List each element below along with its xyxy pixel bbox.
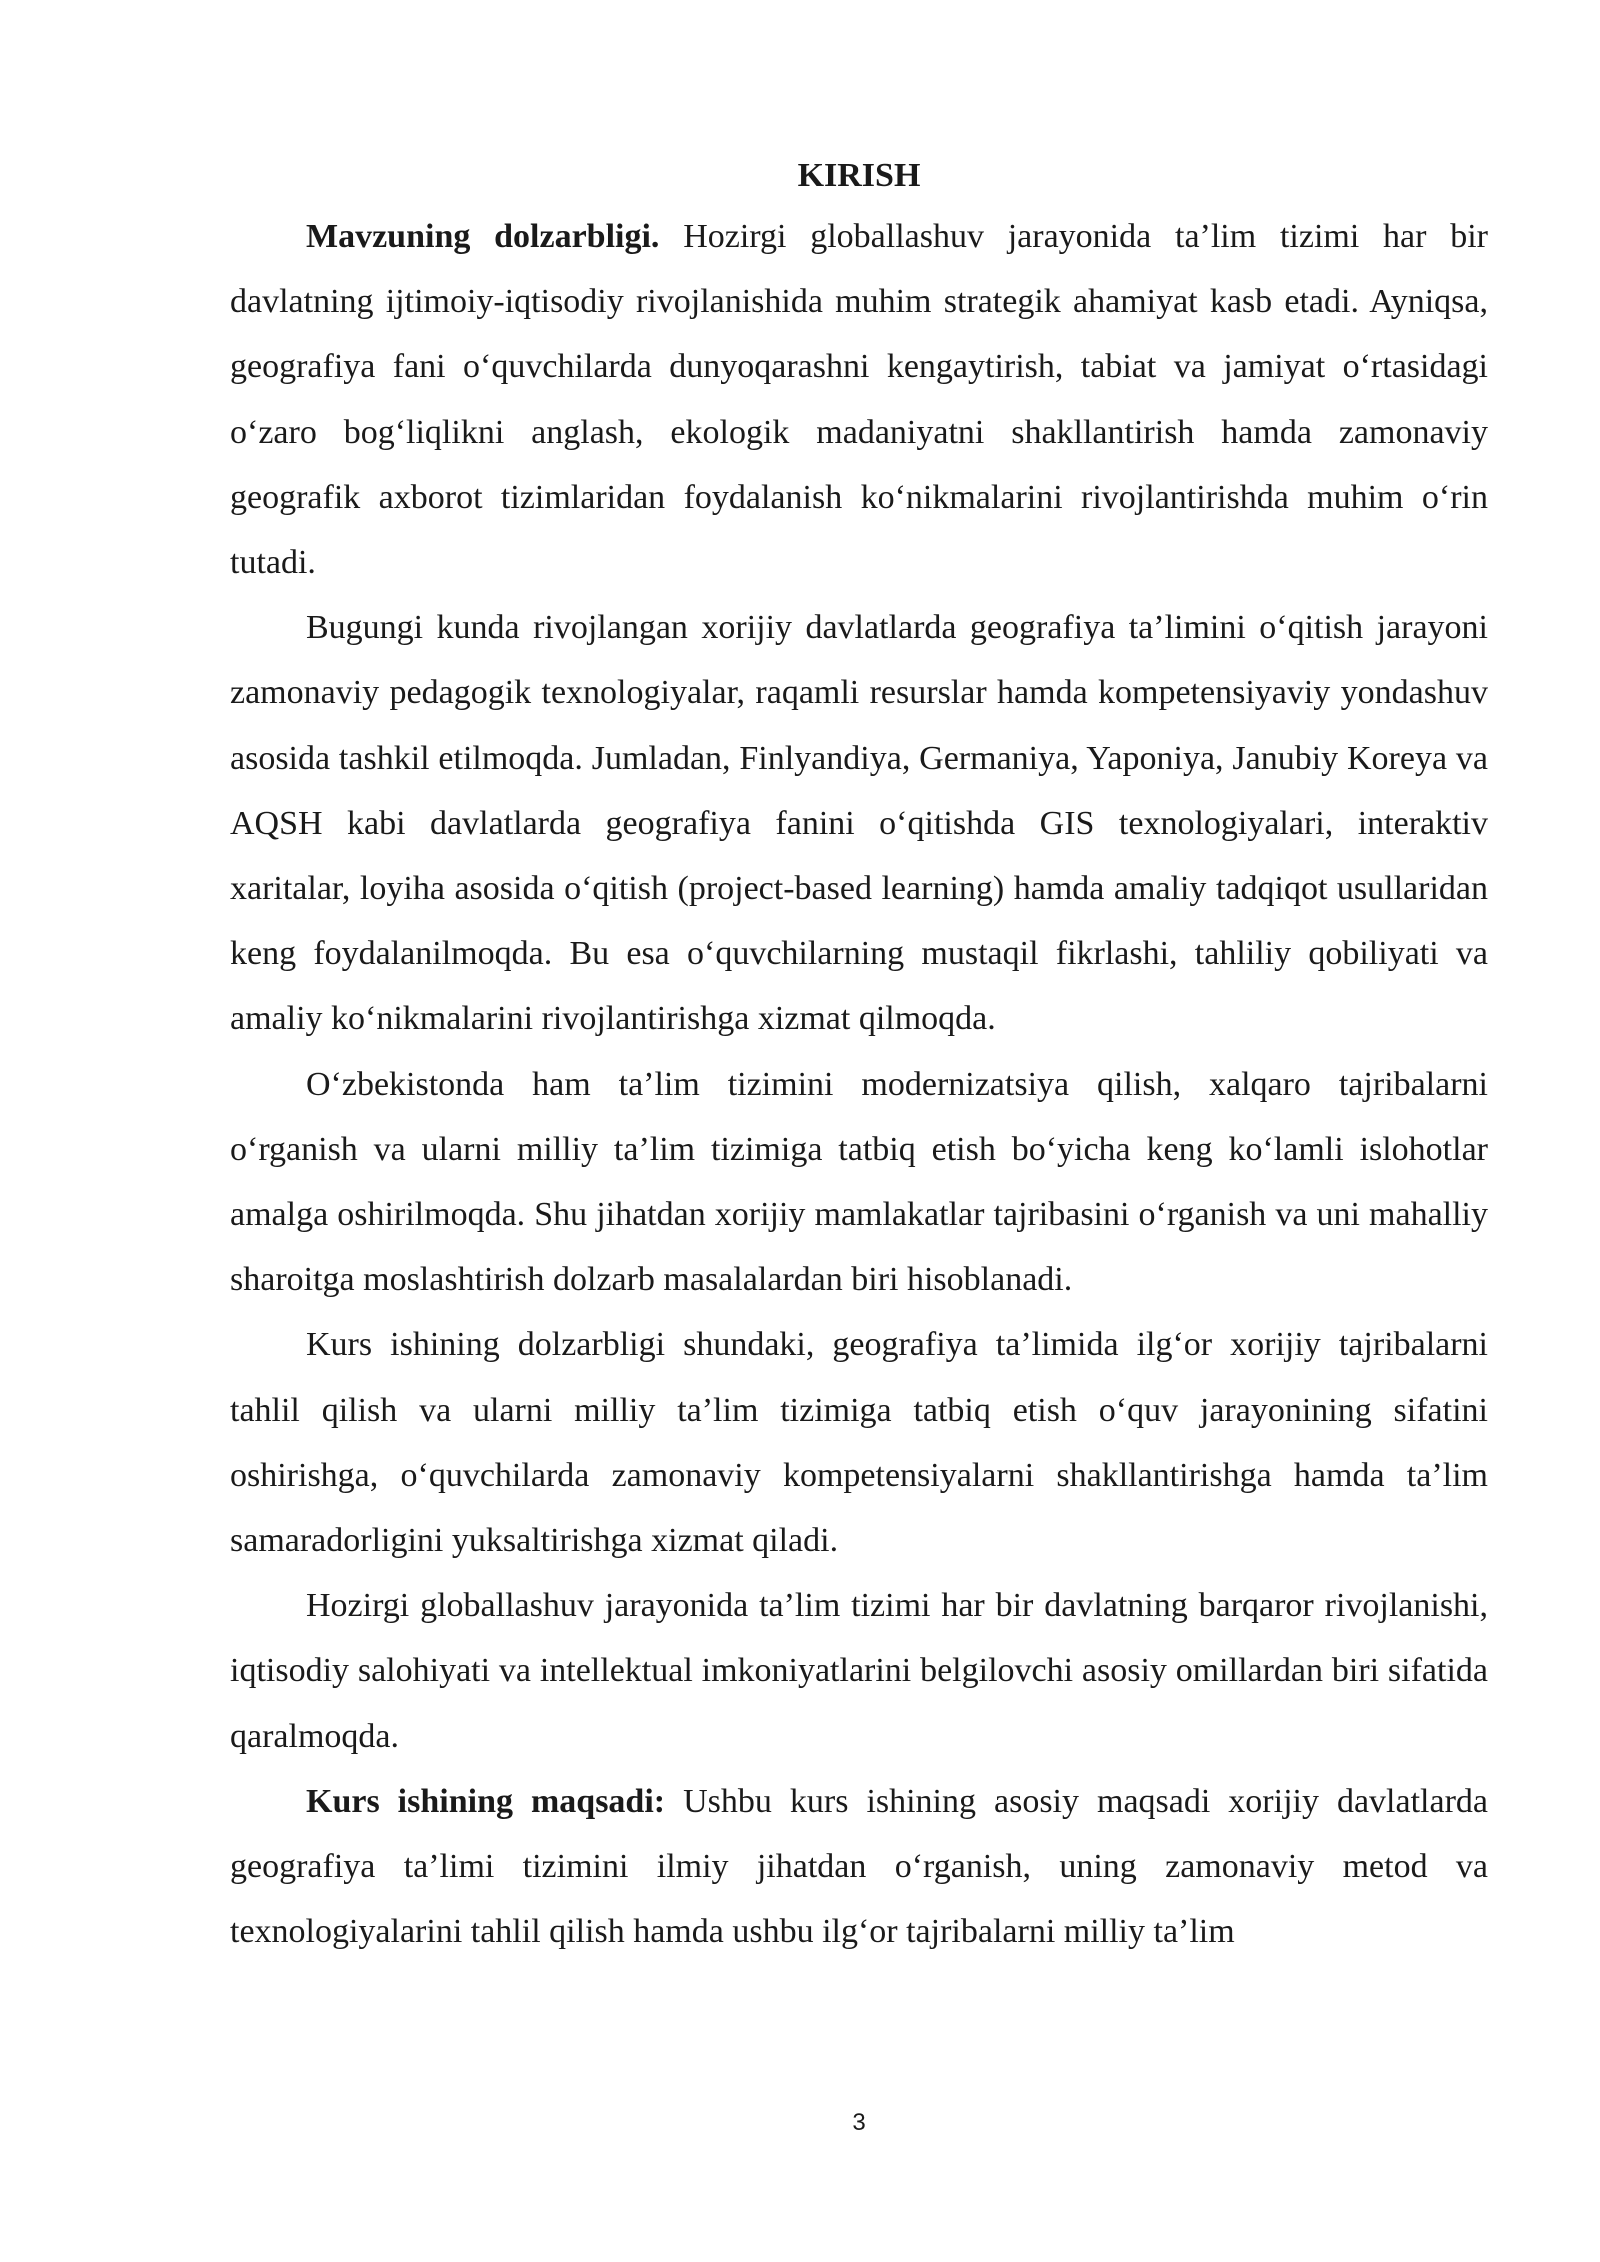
section-heading: KIRISH: [797, 157, 921, 194]
paragraph-lead: Kurs ishining maqsadi:: [306, 1782, 666, 1820]
paragraph-text: Kurs ishining dolzarbligi shundaki, geografiya ta’limida ilg‘or xorijiy tajribalarni tahlil qilish va ularni milliy ta’lim tizimiga tatbiq etish o‘quv jarayonining sifatini oshirishga, o‘quvchilarda zamonaviy kompetensiyalarni shakllantirishga hamda ta’lim samaradorligini yuksaltirishga xizmat qiladi.: [230, 1326, 1488, 1560]
paragraph-text: Ushbu kurs ishining asosiy maqsadi xorijiy davlatlarda geografiya ta’limi tizimini ilmiy jihatdan o‘rganish, uning zamonaviy metod va texnologiyalarini tahlil qilish hamda ushbu ilg‘or tajribalarni milliy ta’lim: [230, 1782, 1488, 1951]
paragraph-text: Hozirgi globallashuv jarayonida ta’lim tizimi har bir davlatning barqaror rivojlanishi, iqtisodiy salohiyati va intellektual imkoniyatlarini belgilovchi asosiy omillardan biri sifatida qaralmoqda.: [230, 1587, 1488, 1755]
page-content: [230, 148, 1488, 1964]
paragraph-relevance: [230, 204, 1488, 595]
page-number: 3: [852, 2109, 866, 2136]
paragraph-course-goal: [230, 1769, 1488, 1965]
paragraph-globalization: [230, 1573, 1488, 1769]
paragraph-course-relevance: [230, 1312, 1488, 1573]
paragraph-uzbekistan-reforms: [230, 1052, 1488, 1313]
paragraph-text: Hozirgi globallashuv jarayonida ta’lim tizimi har bir davlatning ijtimoiy-iqtisodiy rivojlanishida muhim strategik ahamiyat kasb etadi. Ayniqsa, geografiya fani o‘quvchilarda dunyoqarashni kengaytirish, tabiat va jamiyat o‘rtasidagi o‘zaro bog‘liqlikni anglash, ekologik madaniyatni shakllantirish hamda zamonaviy geografik axborot tizimlaridan foydalanish ko‘nikmalarini rivojlantirishda muhim o‘rin tutadi.: [230, 218, 1489, 582]
paragraph-foreign-experience: [230, 595, 1488, 1051]
paragraph-lead: Mavzuning dolzarbligi.: [306, 218, 660, 255]
paragraph-text: O‘zbekistonda ham ta’lim tizimini modernizatsiya qilish, xalqaro tajribalarni o‘rganish va ularni milliy ta’lim tizimiga tatbiq etish bo‘yicha keng ko‘lamli islohotlar amalga oshirilmoqda. Shu jihatdan xorijiy mamlakatlar tajribasini o‘rganish va uni mahalliy sharoitga moslashtirish dolzarb masalalardan biri hisoblanadi.: [230, 1065, 1488, 1299]
paragraph-text: Bugungi kunda rivojlangan xorijiy davlatlarda geografiya ta’limini o‘qitish jarayoni zamonaviy pedagogik texnologiyalar, raqamli resurslar hamda kompetensiyaviy yondashuv asosida tashkil etilmoqda. Jumladan, Finlyandiya, Germaniya, Yaponiya, Janubiy Koreya va AQSH kabi davlatlarda geografiya fanini o‘qitishda GIS texnologiyalari, interaktiv xaritalar, loyiha asosida o‘qitish (project-based learning) hamda amaliy tadqiqot usullaridan keng foydalanilmoqda. Bu esa o‘quvchilarning mustaqil fikrlashi, tahliliy qobiliyati va amaliy ko‘nikmalarini rivojlantirishga xizmat qilmoqda.: [230, 609, 1488, 1038]
